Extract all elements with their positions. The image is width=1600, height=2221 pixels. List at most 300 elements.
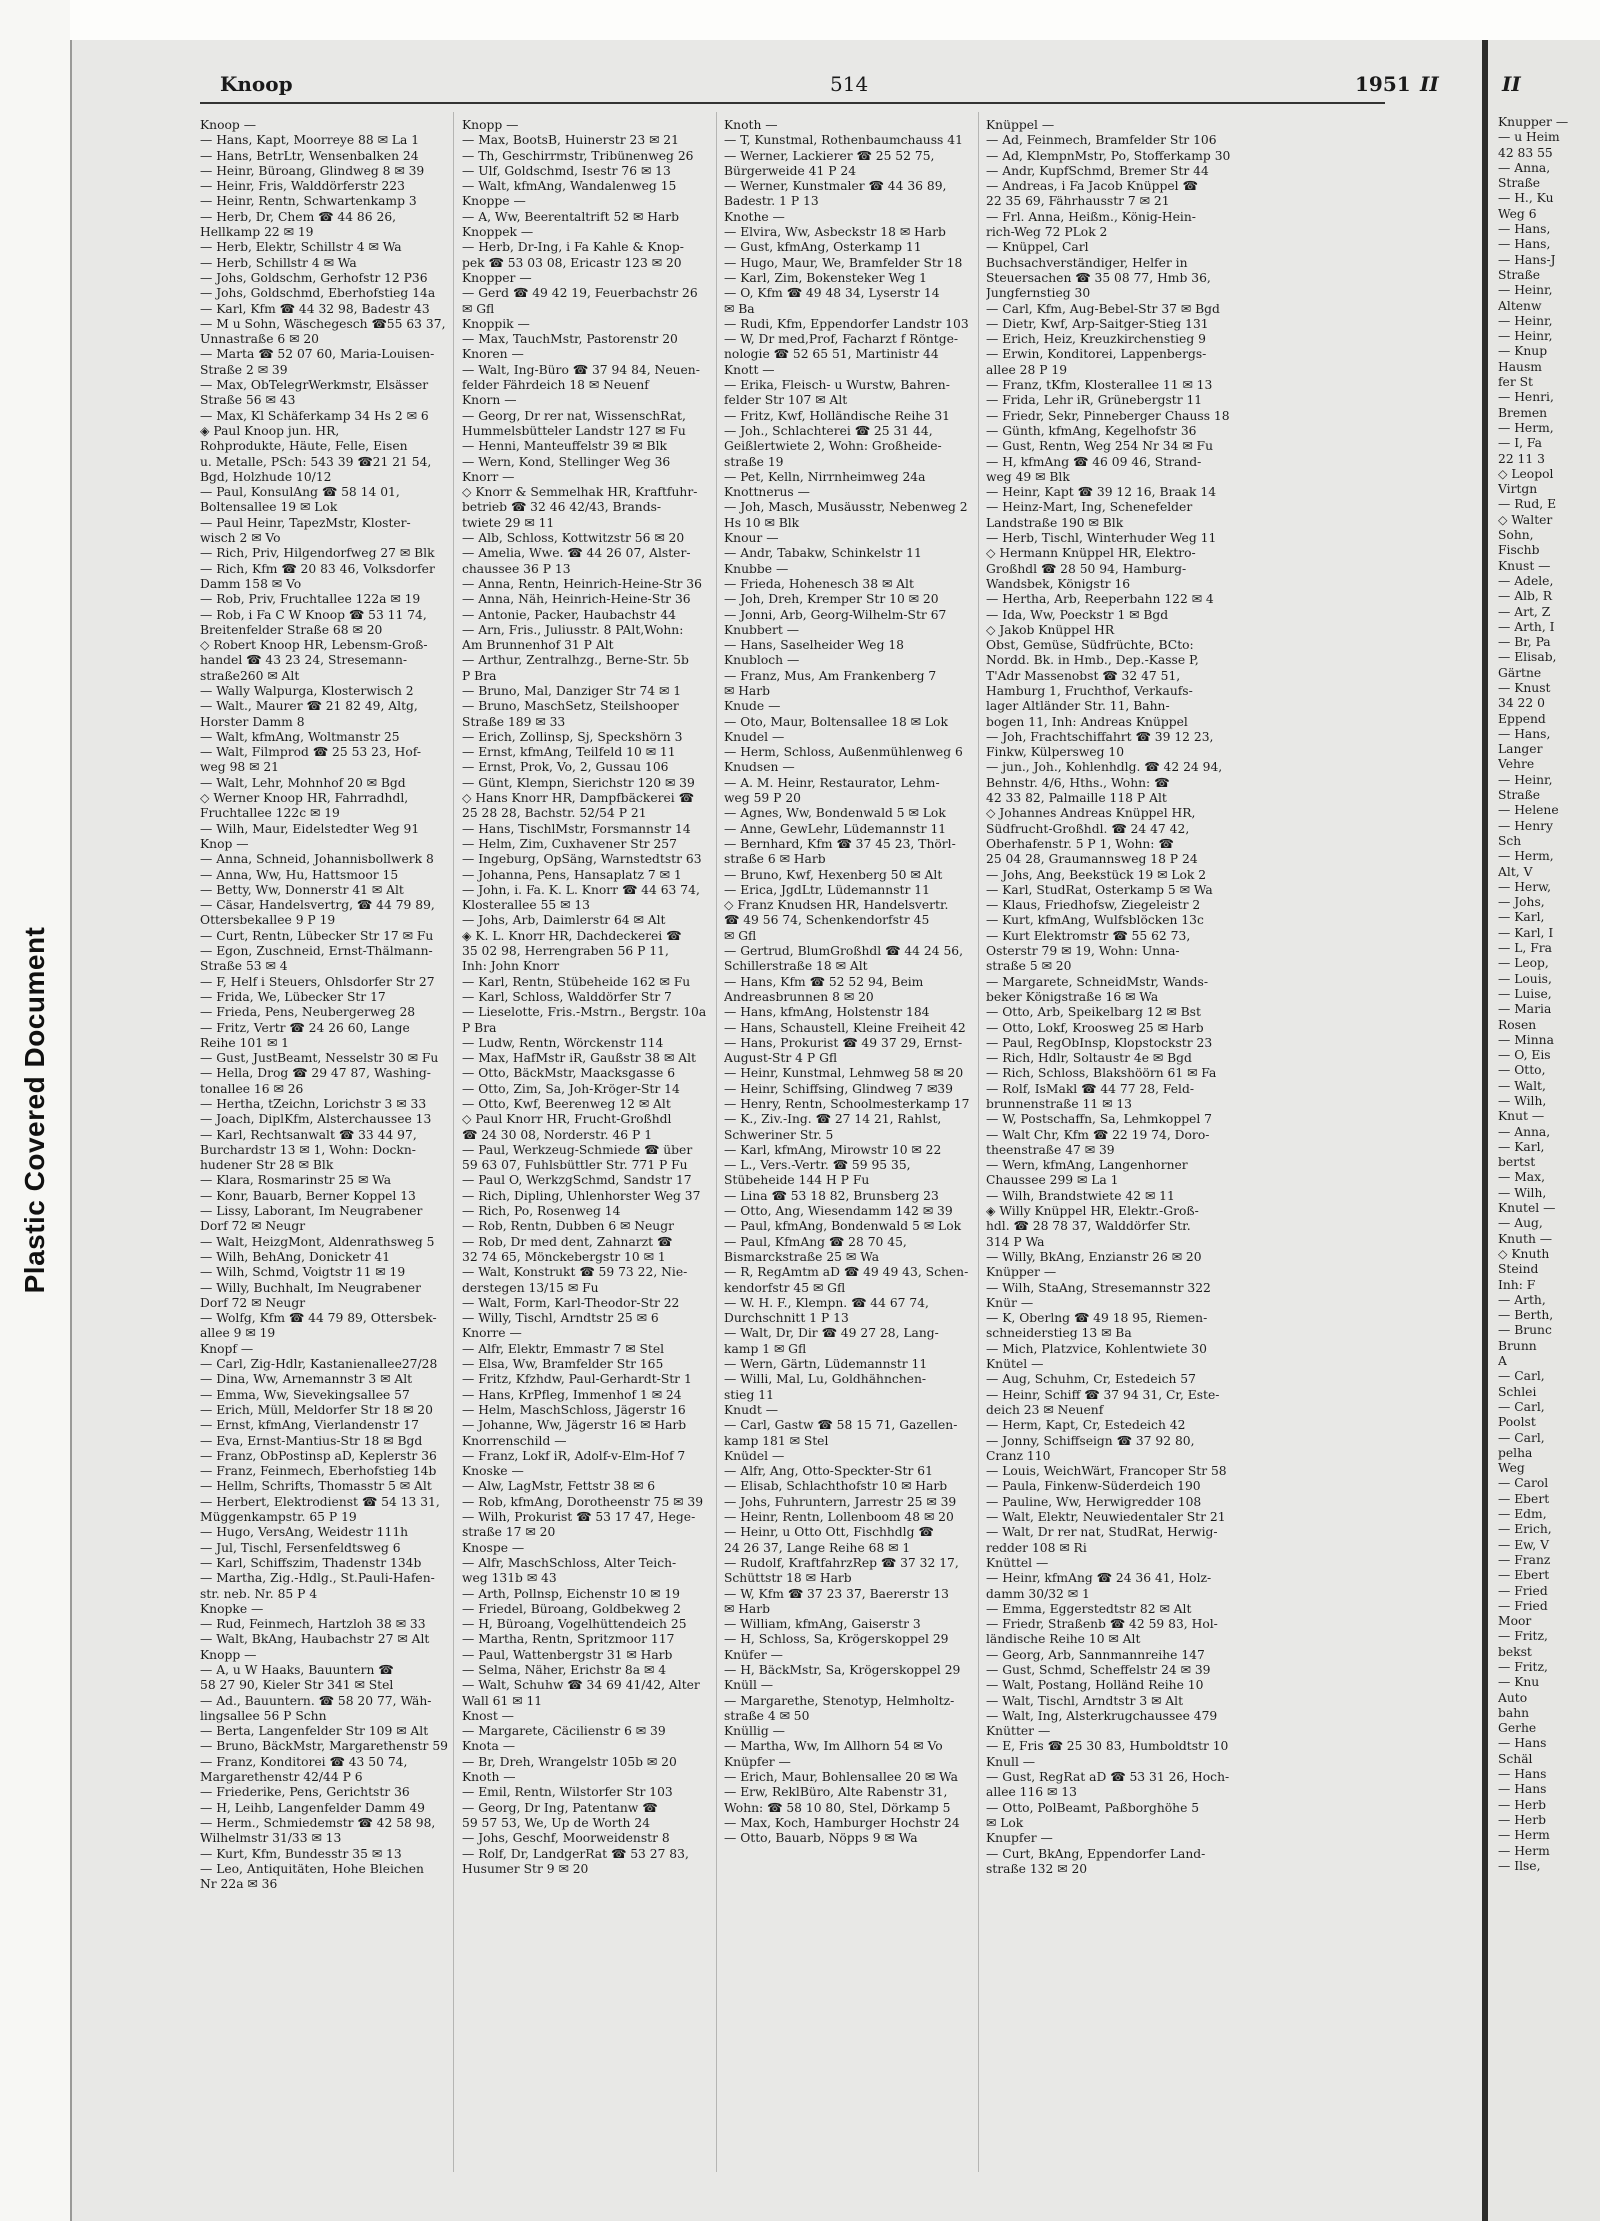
directory-entry-line: — Margarete, SchneidMstr, Wands- bbox=[986, 974, 1208, 989]
directory-entry-line: — Fritz, Vertr ☎ 24 26 60, Lange bbox=[200, 1020, 410, 1035]
directory-entry-line: — Walt, Tischl, Arndtstr 3 ✉ Alt bbox=[986, 1693, 1184, 1708]
directory-entry-line: Knüppel — bbox=[986, 118, 1055, 132]
right-page-entry-line: — Leop, bbox=[1498, 956, 1549, 971]
directory-entry-line: — Franz, Feinmech, Eberhofstieg 14b bbox=[200, 1464, 437, 1479]
directory-entry-line: Hs 10 ✉ Blk bbox=[724, 515, 800, 530]
directory-entry-line: chaussee 36 P 13 bbox=[462, 561, 571, 576]
right-page-entry-line: pelha bbox=[1498, 1445, 1533, 1460]
directory-entry-line: T'Adr Massenobst ☎ 32 47 51, bbox=[986, 668, 1181, 683]
right-page-entry-line: Bremen bbox=[1498, 405, 1548, 420]
directory-entry-line: Knüll — bbox=[724, 1678, 774, 1693]
directory-entry-line: — Wilh, Maur, Eidelstedter Weg 91 bbox=[200, 821, 420, 836]
directory-entry-line: Landstraße 190 ✉ Blk bbox=[986, 515, 1124, 530]
directory-entry-line: — Helm, MaschSchloss, Jägerstr 16 bbox=[462, 1402, 686, 1417]
directory-entry-line: — Agnes, Ww, Bondenwald 5 ✉ Lok bbox=[724, 806, 946, 821]
directory-entry-line: — Walt, Form, Karl-Theodor-Str 22 bbox=[462, 1295, 680, 1310]
directory-entry-line: — Johanna, Pens, Hansaplatz 7 ✉ 1 bbox=[462, 867, 682, 882]
directory-entry-line: — Georg, Dr rer nat, WissenschRat, bbox=[462, 408, 686, 423]
directory-entry-line: — Joach, DiplKfm, Alsterchaussee 13 bbox=[200, 1112, 432, 1127]
directory-entry-line: Durchschnitt 1 P 13 bbox=[724, 1311, 849, 1326]
right-page-entry-line: Vehre bbox=[1498, 757, 1535, 772]
directory-entry-line: str. neb. Nr. 85 P 4 bbox=[200, 1586, 318, 1601]
directory-entry-line: Knude — bbox=[724, 699, 781, 714]
directory-entry-line: Müggenkampstr. 65 P 19 bbox=[200, 1510, 357, 1525]
directory-entry-line: kamp 181 ✉ Stel bbox=[724, 1433, 829, 1448]
right-page-entry-line: — Ilse, bbox=[1498, 1858, 1541, 1873]
directory-entry-line: Knüdel — bbox=[724, 1448, 785, 1463]
directory-entry-line: 25 04 28, Graumannsweg 18 P 24 bbox=[986, 852, 1198, 867]
directory-entry-line: — Otto, Lokf, Kroosweg 25 ✉ Harb bbox=[986, 1020, 1204, 1035]
right-page-entry-line: Brunn bbox=[1498, 1338, 1537, 1353]
right-page-entry-line: Hausm bbox=[1498, 359, 1542, 374]
right-page-entry-line: — Henry bbox=[1498, 818, 1553, 833]
directory-entry-line: ☎ 24 30 08, Norderstr. 46 P 1 bbox=[462, 1127, 653, 1142]
header-name: Knoop bbox=[220, 72, 293, 96]
directory-entry-line: — Hugo, Maur, We, Bramfelder Str 18 bbox=[724, 255, 963, 270]
directory-entry-line: Hamburg 1, Fruchthof, Verkaufs- bbox=[986, 683, 1193, 698]
directory-entry-line: — Wern, kfmAng, Langenhorner bbox=[986, 1158, 1188, 1173]
directory-entry-line: — Erika, Fleisch- u Wurstw, Bahren- bbox=[724, 378, 950, 393]
directory-entry-line: — Heinr, Büroang, Glindweg 8 ✉ 39 bbox=[200, 163, 425, 178]
right-page-entry-line: — Ebert bbox=[1498, 1491, 1550, 1506]
right-page-entry-line: — Johs, bbox=[1498, 895, 1545, 910]
directory-entry-line: — Carl, Gastw ☎ 58 15 71, Gazellen- bbox=[724, 1418, 958, 1433]
directory-entry-line: — Rolf, Dr, LandgerRat ☎ 53 27 83, bbox=[462, 1846, 689, 1861]
directory-entry-line: — Walt., Maurer ☎ 21 82 49, Altg, bbox=[200, 699, 418, 714]
right-page-entry-line: — Herm bbox=[1498, 1843, 1550, 1858]
sidebar bbox=[0, 0, 70, 2221]
right-page-entry-line: — Fritz, bbox=[1498, 1629, 1548, 1644]
directory-entry-line: P Bra bbox=[462, 668, 497, 683]
header-page-number: 514 bbox=[830, 72, 869, 96]
directory-entry-line: Oberhafenstr. 5 P 1, Wohn: ☎ bbox=[986, 836, 1174, 851]
directory-entry-line: — Bruno, MaschSetz, Steilshooper bbox=[462, 699, 679, 714]
right-page-entry-line: — Franz bbox=[1498, 1552, 1551, 1567]
right-page-entry-line: — Erich, bbox=[1498, 1522, 1552, 1537]
directory-entry-line: Knothe — bbox=[724, 209, 785, 224]
right-page-entry-line: — Louis, bbox=[1498, 971, 1552, 986]
directory-entry-line: Knoop — bbox=[200, 118, 256, 132]
directory-entry-line: — Willy, BkAng, Enzianstr 26 ✉ 20 bbox=[986, 1249, 1202, 1264]
directory-entry-line: — Arth, Pollnsp, Eichenstr 10 ✉ 19 bbox=[462, 1586, 680, 1601]
right-page-entry-line: bekst bbox=[1498, 1644, 1532, 1659]
directory-entry-line: weg 59 P 20 bbox=[724, 791, 801, 806]
directory-entry-line: Knür — bbox=[986, 1295, 1034, 1310]
directory-entry-line: — Walt, Elektr, Neuwiedentaler Str 21 bbox=[986, 1510, 1226, 1525]
directory-entry-line: Knoske — bbox=[462, 1464, 524, 1479]
directory-entry-line: Hellkamp 22 ✉ 19 bbox=[200, 225, 314, 240]
directory-entry-line: Straße 2 ✉ 39 bbox=[200, 362, 288, 377]
directory-entry-line: — Anna, Ww, Hu, Hattsmoor 15 bbox=[200, 867, 399, 882]
directory-entry-line: — Johs, Goldschm, Gerhofstr 12 P36 bbox=[200, 270, 428, 285]
directory-entry-line: Knorn — bbox=[462, 393, 517, 408]
directory-entry-line: — William, kfmAng, Gaiserstr 3 bbox=[724, 1617, 921, 1632]
directory-entry-line: — Andreas, i Fa Jacob Knüppel ☎ bbox=[986, 179, 1198, 194]
directory-entry-line: — W, Postschaffn, Sa, Lehmkoppel 7 bbox=[986, 1112, 1213, 1127]
directory-entry-line: ländische Reihe 10 ✉ Alt bbox=[986, 1632, 1141, 1647]
directory-entry-line: Schweriner Str. 5 bbox=[724, 1127, 834, 1142]
directory-entry-line: — Willi, Mal, Lu, Goldhähnchen- bbox=[724, 1372, 927, 1387]
directory-entry-line: Schüttstr 18 ✉ Harb bbox=[724, 1571, 852, 1586]
directory-entry-line: — Rob, kfmAng, Dorotheenstr 75 ✉ 39 bbox=[462, 1494, 704, 1509]
right-page-entry-line: — Br, Pa bbox=[1498, 635, 1551, 650]
directory-entry-line: Knopper — bbox=[462, 270, 532, 285]
sidebar-label: Plastic Covered Document bbox=[19, 926, 50, 1294]
directory-entry-line: — Karl, Rentn, Stübeheide 162 ✉ Fu bbox=[462, 974, 691, 989]
directory-entry-line: — Erich, Zollinsp, Sj, Speckshörn 3 bbox=[462, 729, 683, 744]
directory-entry-line: — Hans, TischlMstr, Forsmannstr 14 bbox=[462, 821, 691, 836]
right-page-entry-line: Alt, V bbox=[1498, 864, 1533, 879]
right-page-entry-line: — Hans-J bbox=[1498, 252, 1556, 267]
right-page-entry-line: Fischb bbox=[1498, 543, 1540, 558]
directory-entry-line: — Otto, Bauarb, Nöpps 9 ✉ Wa bbox=[724, 1831, 918, 1846]
directory-entry-line: — F, Helf i Steuers, Ohlsdorfer Str 27 bbox=[200, 974, 435, 989]
directory-entry-line: — Bruno, Mal, Danziger Str 74 ✉ 1 bbox=[462, 683, 682, 698]
directory-entry-line: — Pauline, Ww, Herwigredder 108 bbox=[986, 1494, 1202, 1509]
directory-entry-line: — R, RegAmtm aD ☎ 49 49 43, Schen- bbox=[724, 1265, 969, 1280]
directory-entry-line: — Hellm, Schrifts, Thomasstr 5 ✉ Alt bbox=[200, 1479, 432, 1494]
directory-entry-line: Knüllig — bbox=[724, 1724, 785, 1739]
right-page-entry-line: bertst bbox=[1498, 1155, 1536, 1170]
directory-entry-line: Knop — bbox=[200, 836, 249, 851]
directory-entry-line: Hummelsbütteler Landstr 127 ✉ Fu bbox=[462, 423, 686, 438]
directory-entry-line: — Max, Koch, Hamburger Hochstr 24 bbox=[724, 1815, 960, 1830]
directory-entry-line: Am Brunnenhof 31 P Alt bbox=[462, 638, 614, 653]
directory-entry-line: — Rich, Priv, Hilgendorfweg 27 ✉ Blk bbox=[200, 546, 435, 561]
directory-entry-line: — Elvira, Ww, Asbeckstr 18 ✉ Harb bbox=[724, 225, 946, 240]
directory-entry-line: Knott — bbox=[724, 362, 775, 377]
directory-entry-line: Badestr. 1 P 13 bbox=[724, 194, 819, 209]
directory-entry-line: straße 19 bbox=[724, 454, 784, 469]
directory-entry-line: — Franz, Mus, Am Frankenberg 7 bbox=[724, 668, 937, 683]
right-page-entry-line: — Luise, bbox=[1498, 986, 1552, 1001]
directory-entry-line: ◇ Jakob Knüppel HR bbox=[986, 622, 1115, 637]
directory-entry-line: — Ernst, kfmAng, Vierlandenstr 17 bbox=[200, 1418, 419, 1433]
directory-entry-line: Knota — bbox=[462, 1739, 515, 1754]
directory-entry-line: Bürgerweide 41 P 24 bbox=[724, 163, 857, 178]
directory-entry-line: — Gust, Rentn, Weg 254 Nr 34 ✉ Fu bbox=[986, 439, 1213, 454]
directory-entry-line: Dorf 72 ✉ Neugr bbox=[200, 1295, 306, 1310]
directory-entry-line: felder Str 107 ✉ Alt bbox=[724, 393, 848, 408]
right-page-entry-line: — Aug, bbox=[1498, 1216, 1543, 1231]
directory-entry-line: 25 28 28, Bachstr. 52/54 P 21 bbox=[462, 806, 647, 821]
directory-entry-line: — Egon, Zuschneid, Ernst-Thälmann- bbox=[200, 944, 433, 959]
directory-entry-line: — Günt, Klempn, Sierichstr 120 ✉ 39 bbox=[462, 775, 695, 790]
directory-entry-line: — K., Ziv.-Ing. ☎ 27 14 21, Rahlst, bbox=[724, 1112, 942, 1127]
directory-entry-line: allee 9 ✉ 19 bbox=[200, 1326, 276, 1341]
right-page-entry-line: — O, Eis bbox=[1498, 1048, 1551, 1063]
directory-entry-line: 314 P Wa bbox=[986, 1234, 1045, 1249]
directory-entry-line: ◈ Paul Knoop jun. HR, bbox=[200, 423, 340, 438]
directory-entry-line: — Franz, ObPostinsp aD, Keplerstr 36 bbox=[200, 1448, 437, 1463]
directory-entry-line: — Ad, Feinmech, Bramfelder Str 106 bbox=[986, 133, 1217, 148]
directory-entry-line: — Martha, Zig.-Hdlg., St.Pauli-Hafen- bbox=[200, 1571, 435, 1586]
directory-entry-line: — Hans, kfmAng, Holstenstr 184 bbox=[724, 1005, 930, 1020]
right-page-entry-line: Straße bbox=[1498, 267, 1541, 282]
directory-entry-line: ◈ Willy Knüppel HR, Elektr.-Groß- bbox=[986, 1204, 1199, 1219]
directory-entry-line: — T, Kunstmal, Rothenbaumchauss 41 bbox=[724, 133, 963, 148]
directory-entry-line: — Paula, Finkenw-Süderdeich 190 bbox=[986, 1479, 1201, 1494]
directory-entry-line: — Johs, Goldschmd, Eberhofstieg 14a bbox=[200, 286, 436, 301]
directory-entry-line: — Kurt Elektromstr ☎ 55 62 73, bbox=[986, 928, 1191, 943]
directory-entry-line: — Anna, Näh, Heinrich-Heine-Str 36 bbox=[462, 592, 691, 607]
directory-entry-line: Dorf 72 ✉ Neugr bbox=[200, 1219, 306, 1234]
directory-entry-line: — Johanne, Ww, Jägerstr 16 ✉ Harb bbox=[462, 1418, 687, 1433]
directory-entry-line: — Arn, Fris., Juliusstr. 8 PAlt,Wohn: bbox=[462, 622, 684, 637]
directory-entry-line: kendorfstr 45 ✉ Gfl bbox=[724, 1280, 846, 1295]
directory-entry-line: — Ida, Ww, Poeckstr 1 ✉ Bgd bbox=[986, 607, 1169, 622]
right-page-entry-line: — Carl, bbox=[1498, 1369, 1545, 1384]
right-page-entry-line: — Herm, bbox=[1498, 420, 1554, 435]
right-page-entry-line: fer St bbox=[1498, 375, 1533, 390]
right-page-entry-line: Poolst bbox=[1498, 1415, 1536, 1430]
directory-entry-line: ✉ Gfl bbox=[724, 928, 757, 943]
directory-entry-line: — Joh, Masch, Musäusstr, Nebenweg 2 bbox=[724, 500, 968, 515]
directory-entry-line: — Paul, KfmAng ☎ 28 70 45, bbox=[724, 1234, 907, 1249]
right-page-entry-line: — Knu bbox=[1498, 1675, 1540, 1690]
directory-entry-line: straße 5 ✉ 20 bbox=[986, 959, 1072, 974]
directory-entry-line: Knubbert — bbox=[724, 622, 800, 637]
right-page-entry-line: — Herb bbox=[1498, 1797, 1546, 1812]
directory-entry-line: — Johs, Ang, Beekstück 19 ✉ Lok 2 bbox=[986, 867, 1207, 882]
directory-entry-line: Wohn: ☎ 58 10 80, Stel, Dörkamp 5 bbox=[724, 1800, 951, 1815]
directory-entry-line: Chaussee 299 ✉ La 1 bbox=[986, 1173, 1119, 1188]
directory-entry-line: — Georg, Arb, Sannmannreihe 147 bbox=[986, 1647, 1205, 1662]
column-divider bbox=[453, 112, 454, 2172]
right-page-entry-line: — Herm, bbox=[1498, 849, 1554, 864]
right-page-entry-line: Moor bbox=[1498, 1614, 1532, 1629]
directory-entry-line: — Henry, Rentn, Schoolmesterkamp 17 bbox=[724, 1097, 970, 1111]
directory-entry-line: handel ☎ 43 23 24, Stresemann- bbox=[200, 653, 408, 668]
directory-entry-line: — Paul, Werkzeug-Schmiede ☎ über bbox=[462, 1142, 693, 1157]
directory-entry-line: — Antonie, Packer, Haubachstr 44 bbox=[462, 607, 676, 622]
directory-entry-line: — Henni, Manteuffelstr 39 ✉ Blk bbox=[462, 439, 667, 454]
right-page-entry-line: — Edm, bbox=[1498, 1507, 1547, 1522]
directory-entry-line: — Carl, Kfm, Aug-Bebel-Str 37 ✉ Bgd bbox=[986, 301, 1220, 316]
directory-entry-line: — Heinr, kfmAng ☎ 24 36 41, Holz- bbox=[986, 1571, 1212, 1586]
directory-entry-line: Fruchtallee 122c ✉ 19 bbox=[200, 806, 340, 821]
directory-entry-line: — Willy, Tischl, Arndtstr 25 ✉ 6 bbox=[462, 1311, 659, 1326]
directory-entry-line: Knospe — bbox=[462, 1540, 525, 1555]
directory-entry-line: — W, Dr med,Prof, Facharzt f Röntge- bbox=[724, 332, 959, 347]
directory-column-1 bbox=[200, 118, 448, 2208]
directory-entry-line: — Paul, kfmAng, Bondenwald 5 ✉ Lok bbox=[724, 1219, 962, 1234]
directory-entry-line: — Emma, Eggerstedtstr 82 ✉ Alt bbox=[986, 1601, 1192, 1616]
directory-entry-line: — Anne, GewLehr, Lüdemannstr 11 bbox=[724, 821, 947, 836]
directory-entry-line: — Hans, BetrLtr, Wensenbalken 24 bbox=[200, 148, 419, 163]
directory-entry-line: kamp 1 ✉ Gfl bbox=[724, 1341, 807, 1356]
directory-entry-line: — Gust, Schmd, Scheffelstr 24 ✉ 39 bbox=[986, 1662, 1211, 1677]
directory-entry-line: weg 131b ✉ 43 bbox=[462, 1571, 557, 1586]
directory-entry-line: 59 57 53, We, Up de Worth 24 bbox=[462, 1815, 651, 1830]
right-page-entry-line: — Carl, bbox=[1498, 1399, 1545, 1414]
directory-entry-line: ◇ Franz Knudsen HR, Handelsvertr. bbox=[724, 898, 949, 913]
directory-entry-line: wisch 2 ✉ Vo bbox=[200, 531, 281, 546]
directory-entry-line: Nordd. Bk. in Hmb., Dep.-Kasse P, bbox=[986, 653, 1199, 668]
directory-column-3 bbox=[724, 118, 972, 2208]
directory-entry-line: stieg 11 bbox=[724, 1387, 774, 1402]
directory-entry-line: — Walt, HeizgMont, Aldenrathsweg 5 bbox=[200, 1234, 435, 1249]
directory-entry-line: — Rud, Feinmech, Hartzloh 38 ✉ 33 bbox=[200, 1617, 426, 1632]
directory-entry-line: — Max, TauchMstr, Pastorenstr 20 bbox=[462, 332, 678, 347]
directory-entry-line: 24 26 37, Lange Reihe 68 ✉ 1 bbox=[724, 1540, 911, 1555]
directory-entry-line: — Aug, Schuhm, Cr, Estedeich 57 bbox=[986, 1372, 1196, 1387]
directory-entry-line: Knüttel — bbox=[986, 1555, 1049, 1570]
directory-entry-line: Wilhelmstr 31/33 ✉ 13 bbox=[200, 1831, 342, 1846]
directory-entry-line: — Lissy, Laborant, Im Neugrabener bbox=[200, 1204, 423, 1219]
directory-entry-line: — Wally Walpurga, Klosterwisch 2 bbox=[200, 683, 414, 698]
directory-entry-line: — Konr, Bauarb, Berner Koppel 13 bbox=[200, 1188, 416, 1203]
directory-entry-line: — Lieselotte, Fris.-Mstrn., Bergstr. 10a bbox=[462, 1005, 707, 1020]
directory-entry-line: — Ad, KlempnMstr, Po, Stofferkamp 30 bbox=[986, 148, 1231, 163]
directory-entry-line: — Knüppel, Carl bbox=[986, 240, 1089, 255]
right-page-entry-line: — Herb bbox=[1498, 1812, 1546, 1827]
directory-entry-line: — Marta ☎ 52 07 60, Maria-Louisen- bbox=[200, 347, 435, 362]
directory-entry-line: — Rudolf, KraftfahrzRep ☎ 37 32 17, bbox=[724, 1555, 959, 1570]
directory-entry-line: Wall 61 ✉ 11 bbox=[462, 1693, 543, 1708]
directory-entry-line: — Martha, Ww, Im Allhorn 54 ✉ Vo bbox=[724, 1739, 943, 1754]
directory-entry-line: Knoth — bbox=[462, 1770, 516, 1785]
directory-entry-line: — Klaus, Friedhofsw, Ziegeleistr 2 bbox=[986, 898, 1201, 913]
directory-entry-line: — Erich, Müll, Meldorfer Str 18 ✉ 20 bbox=[200, 1402, 433, 1417]
directory-entry-line: — Friedel, Büroang, Goldbekweg 2 bbox=[462, 1601, 681, 1616]
directory-entry-line: Klosterallee 55 ✉ 13 bbox=[462, 898, 591, 913]
directory-entry-line: — Karl, kfmAng, Mirowstr 10 ✉ 22 bbox=[724, 1142, 942, 1157]
directory-entry-line: Knüpfer — bbox=[724, 1754, 791, 1769]
directory-entry-line: — Johs, Fuhruntern, Jarrestr 25 ✉ 39 bbox=[724, 1494, 957, 1509]
right-page-entry-line: — Minna bbox=[1498, 1032, 1554, 1047]
directory-entry-line: — Frl. Anna, Heißm., König-Hein- bbox=[986, 209, 1196, 224]
directory-entry-line: — Hella, Drog ☎ 29 47 87, Washing- bbox=[200, 1066, 431, 1081]
directory-entry-line: Knopf — bbox=[200, 1341, 254, 1356]
right-page-entry-line: Eppend bbox=[1498, 711, 1546, 726]
directory-entry-line: ◇ Paul Knorr HR, Frucht-Großhdl bbox=[462, 1112, 672, 1127]
right-page-entry-line: Virtgn bbox=[1498, 482, 1538, 497]
directory-entry-line: ✉ Gfl bbox=[462, 301, 495, 316]
directory-entry-line: felder Fährdeich 18 ✉ Neuenf bbox=[462, 378, 649, 393]
directory-entry-line: — Karl, Zim, Bokensteker Weg 1 bbox=[724, 270, 927, 285]
directory-entry-line: — Ad., Bauuntern. ☎ 58 20 77, Wäh- bbox=[200, 1693, 432, 1708]
directory-entry-line: — Ingeburg, OpSäng, Warnstedtstr 63 bbox=[462, 852, 702, 867]
directory-entry-line: — Martha, Rentn, Spritzmoor 117 bbox=[462, 1632, 675, 1647]
right-page bbox=[1482, 40, 1600, 2221]
directory-entry-line: ✉ Harb bbox=[724, 683, 771, 698]
directory-entry-line: — Alb, Schloss, Kottwitzstr 56 ✉ 20 bbox=[462, 531, 685, 546]
directory-entry-line: — Walt, Konstrukt ☎ 59 73 22, Nie- bbox=[462, 1265, 688, 1280]
directory-entry-line: — Oto, Maur, Boltensallee 18 ✉ Lok bbox=[724, 714, 948, 729]
right-page-entry-line: — Wilh, bbox=[1498, 1185, 1547, 1200]
directory-entry-line: 22 35 69, Fährhausstr 7 ✉ 21 bbox=[986, 194, 1170, 209]
directory-entry-line: — W. H. F., Klempn. ☎ 44 67 74, bbox=[724, 1295, 929, 1310]
directory-entry-line: Südfrucht-Großhdl. ☎ 24 47 42, bbox=[986, 821, 1190, 836]
right-page-entry-line: ◇ Leopol bbox=[1498, 466, 1554, 481]
directory-entry-line: — Walt, Ing-Büro ☎ 37 94 84, Neuen- bbox=[462, 362, 700, 377]
directory-entry-line: — Bernhard, Kfm ☎ 37 45 23, Thörl- bbox=[724, 836, 956, 851]
directory-entry-line: — Frida, We, Lübecker Str 17 bbox=[200, 989, 386, 1004]
right-page-entry-line: — Heinr, bbox=[1498, 772, 1553, 787]
right-page-entry-line: Langer bbox=[1498, 742, 1543, 757]
directory-entry-line: Inh: John Knorr bbox=[462, 959, 560, 974]
directory-entry-line: — Walt, kfmAng, Wandalenweg 15 bbox=[462, 179, 677, 194]
directory-entry-line: P Bra bbox=[462, 1020, 497, 1035]
directory-column-4 bbox=[986, 118, 1236, 2208]
directory-entry-line: derstegen 13/15 ✉ Fu bbox=[462, 1280, 599, 1295]
directory-entry-line: — Elsa, Ww, Bramfelder Str 165 bbox=[462, 1357, 664, 1372]
directory-entry-line: — Heinr, Schiff ☎ 37 94 31, Cr, Este- bbox=[986, 1387, 1220, 1402]
right-page-entry-line: — Elisab, bbox=[1498, 650, 1557, 665]
directory-entry-line: lager Altländer Str. 11, Bahn- bbox=[986, 699, 1170, 714]
directory-entry-line: — Max, BootsB, Huinerstr 23 ✉ 21 bbox=[462, 133, 679, 148]
directory-entry-line: Bismarckstraße 25 ✉ Wa bbox=[724, 1249, 880, 1264]
directory-entry-line: Boltensallee 19 ✉ Lok bbox=[200, 500, 338, 515]
directory-entry-line: Horster Damm 8 bbox=[200, 714, 305, 729]
directory-entry-line: Knopke — bbox=[200, 1601, 264, 1616]
directory-entry-line: Knorrenschild — bbox=[462, 1433, 567, 1448]
directory-entry-line: deich 23 ✉ Neuenf bbox=[986, 1402, 1104, 1417]
directory-entry-line: — Karl, Kfm ☎ 44 32 98, Badestr 43 bbox=[200, 301, 430, 316]
directory-entry-line: — Heinr, Fris, Walddörferstr 223 bbox=[200, 179, 405, 194]
directory-column-2 bbox=[462, 118, 710, 2208]
directory-entry-line: — Gust, RegRat aD ☎ 53 31 26, Hoch- bbox=[986, 1770, 1230, 1785]
right-page-entry-line: — Brunc bbox=[1498, 1323, 1552, 1338]
directory-entry-line: — Walt, Dr rer nat, StudRat, Herwig- bbox=[986, 1525, 1218, 1540]
right-page-entry-line: Weg bbox=[1498, 1461, 1525, 1476]
right-page-entry-line: — Karl, bbox=[1498, 1139, 1545, 1154]
directory-entry-line: — Otto, Zim, Sa, Joh-Kröger-Str 14 bbox=[462, 1081, 680, 1096]
directory-entry-line: Großhdl ☎ 28 50 94, Hamburg- bbox=[986, 561, 1187, 576]
directory-entry-line: — Anna, Schneid, Johannisbollwerk 8 bbox=[200, 852, 434, 867]
directory-entry-line: — Anna, Rentn, Heinrich-Heine-Str 36 bbox=[462, 576, 702, 591]
directory-entry-line: — Wern, Kond, Stellinger Weg 36 bbox=[462, 454, 671, 469]
directory-entry-line: — Hans, KrPfleg, Immenhof 1 ✉ 24 bbox=[462, 1387, 682, 1402]
directory-entry-line: — Kurt, kfmAng, Wulfsblöcken 13c bbox=[986, 913, 1204, 928]
directory-entry-line: — Margarete, Cäcilienstr 6 ✉ 39 bbox=[462, 1724, 666, 1739]
directory-entry-line: Ottersbekallee 9 P 19 bbox=[200, 913, 336, 928]
directory-entry-line: Straße 53 ✉ 4 bbox=[200, 959, 288, 974]
directory-entry-line: — Georg, Dr Ing, Patentanw ☎ bbox=[462, 1800, 658, 1815]
right-page-entry-line: Knuth — bbox=[1498, 1231, 1553, 1246]
right-page-entry-line: — Rud, E bbox=[1498, 497, 1557, 512]
directory-entry-line: — Gust, kfmAng, Osterkamp 11 bbox=[724, 240, 922, 255]
directory-entry-line: — Heinr, Kapt ☎ 39 12 16, Braak 14 bbox=[986, 485, 1217, 500]
directory-entry-line: allee 28 P 19 bbox=[986, 362, 1068, 377]
directory-entry-line: — A, u W Haaks, Bauuntern ☎ bbox=[200, 1662, 394, 1677]
directory-entry-line: — Franz, Konditorei ☎ 43 50 74, bbox=[200, 1754, 408, 1769]
directory-entry-line: schneiderstieg 13 ✉ Ba bbox=[986, 1326, 1132, 1341]
right-page-entry-line: Schlei bbox=[1498, 1384, 1537, 1399]
directory-entry-line: Knottnerus — bbox=[724, 485, 810, 500]
right-page-entry-line: Knutel — bbox=[1498, 1201, 1556, 1216]
directory-entry-line: — Walt, Lehr, Mohnhof 20 ✉ Bgd bbox=[200, 775, 406, 790]
directory-entry-line: hdl. ☎ 28 78 37, Walddörfer Str. bbox=[986, 1219, 1191, 1234]
directory-entry-line: — Heinr, u Otto Ott, Fischhdlg ☎ bbox=[724, 1525, 934, 1540]
directory-entry-line: — Karl, Schiffszim, Thadenstr 134b bbox=[200, 1555, 422, 1570]
directory-entry-line: Knubbe — bbox=[724, 561, 789, 576]
right-page-entry-line: — Heinr, bbox=[1498, 283, 1553, 298]
directory-entry-line: — Frida, Lehr iR, Grünebergstr 11 bbox=[986, 393, 1203, 408]
directory-entry-line: u. Metalle, PSch: 543 39 ☎21 21 54, bbox=[200, 454, 432, 469]
directory-entry-line: — Hertha, Arb, Reeperbahn 122 ✉ 4 bbox=[986, 592, 1214, 607]
directory-entry-line: — Alfr, Ang, Otto-Speckter-Str 61 bbox=[724, 1464, 933, 1479]
directory-entry-line: Knupfer — bbox=[986, 1831, 1053, 1846]
right-page-entry-line: — I, Fa bbox=[1498, 436, 1542, 451]
right-page-entry-line: — Berth, bbox=[1498, 1308, 1554, 1323]
directory-entry-line: ◇ Johannes Andreas Knüppel HR, bbox=[986, 806, 1196, 821]
directory-entry-line: Knoppe — bbox=[462, 194, 526, 209]
directory-entry-line: Andreasbrunnen 8 ✉ 20 bbox=[724, 989, 874, 1004]
directory-entry-line: — Dietr, Kwf, Arp-Saitger-Stieg 131 bbox=[986, 316, 1209, 331]
directory-entry-line: — Wilh, Prokurist ☎ 53 17 47, Hege- bbox=[462, 1510, 696, 1525]
